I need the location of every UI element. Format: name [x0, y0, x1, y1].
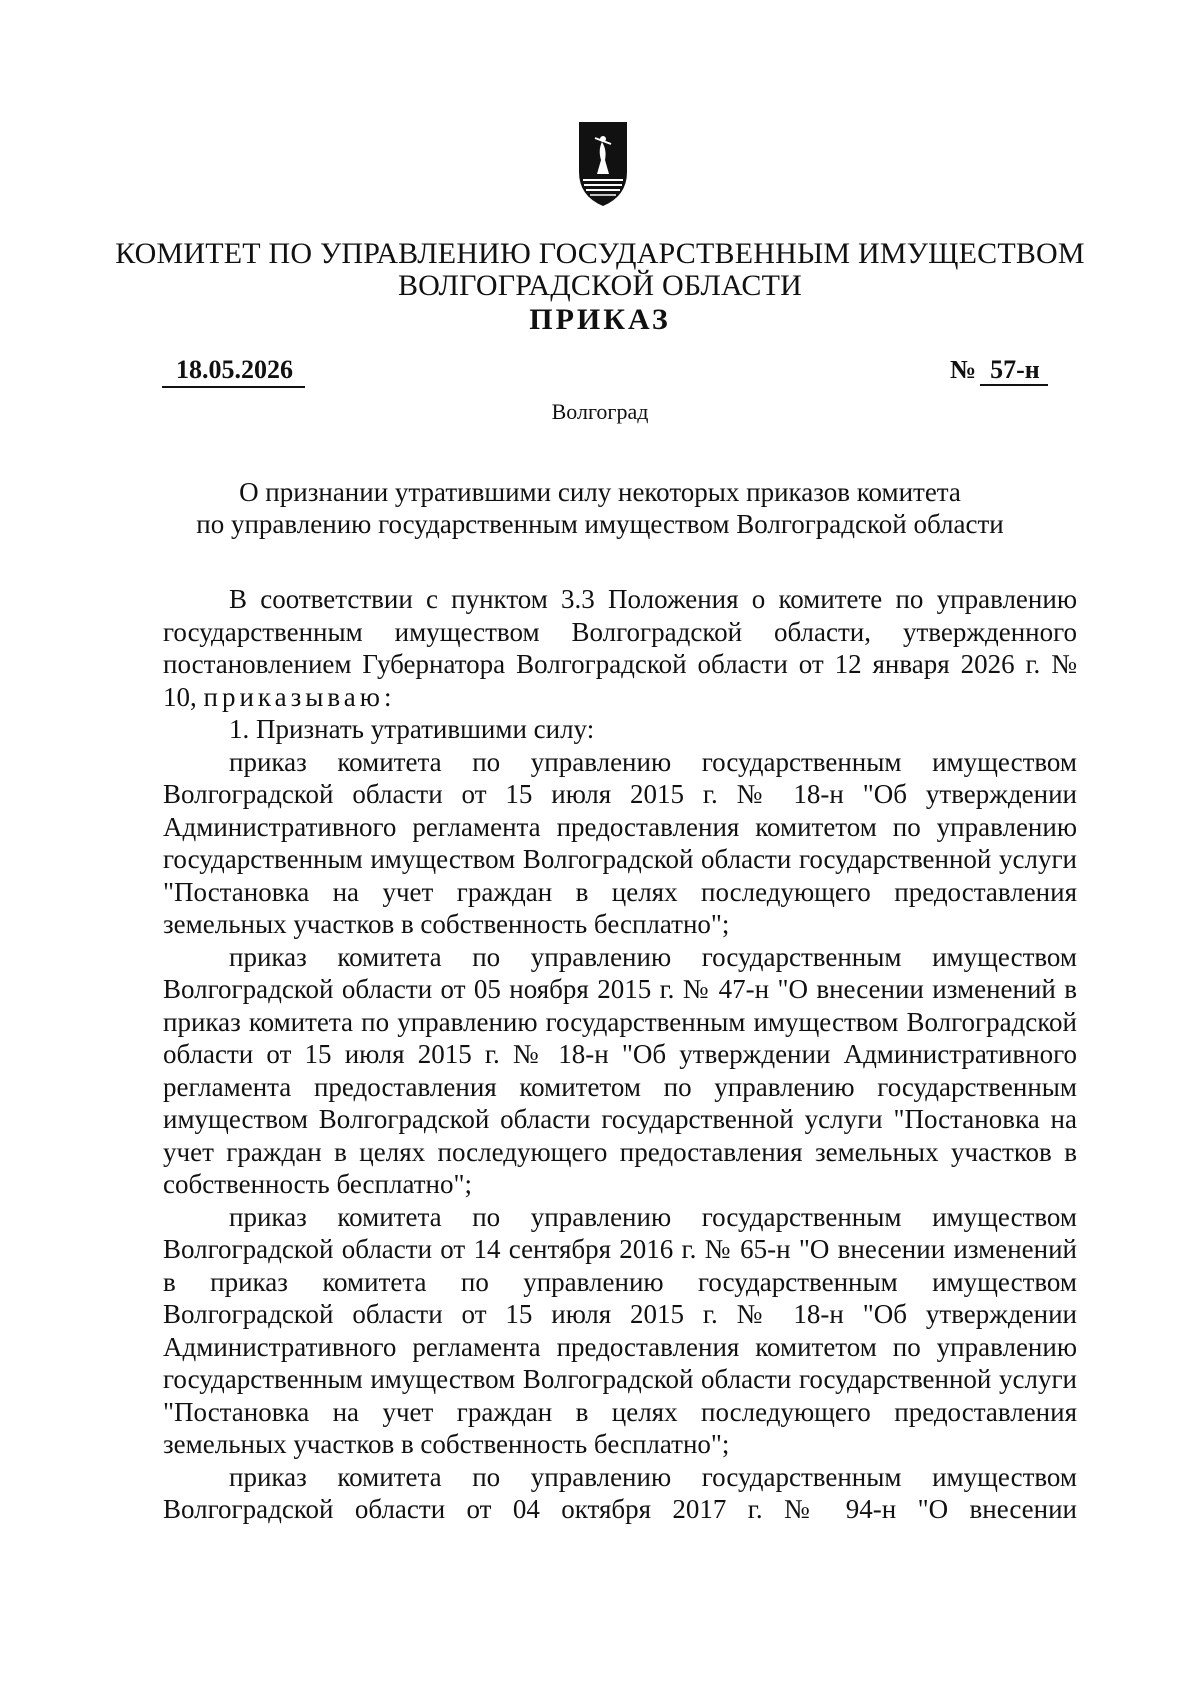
document-subject — [100, 476, 1100, 540]
document-number: 57-н — [980, 355, 1048, 386]
document-type-title: ПРИКАЗ — [529, 303, 671, 336]
document-number-field — [950, 354, 1048, 386]
repealed-order-paragraph: приказ комитета по управлению государственным имуществом Волгоградской области от 04 октября 2017 г. № 94-н "О внесении — [163, 1461, 1077, 1524]
preamble-text: В соответствии с пунктом 3.3 Положения о комитете по управлению государственным имуществом Волгоградской области, утвержденного постановлением Губернатора Волгоградской области от 12 января 2026 г. № 10, — [163, 584, 1077, 712]
subject-line2: по управлению государственным имуществом Волгоградской области — [196, 509, 1004, 539]
item1-title: 1. Признать утратившими силу: — [229, 714, 595, 744]
preamble-paragraph — [163, 583, 1077, 713]
repealed-order-paragraph: приказ комитета по управлению государственным имуществом Волгоградской области от 15 июля 2015 г. № 18-н "Об утверждении Административного регламента предоставления комитетом по управлению государственным имуществом Волгоградской области государственной услуги "Постановка на учет граждан в целях последующего предоставления земельных участков в собственность бесплатно"; — [163, 746, 1077, 939]
repealed-order-paragraph: приказ комитета по управлению государственным имуществом Волгоградской области от 14 сентября 2016 г. № 65-н "О внесении изменений в приказ комитета по управлению государственным имуществом Волгоградской области от 15 июля 2015 г. № 18-н "Об утверждении Административного регламента предоставления комитетом по управлению государственным имуществом Волгоградской области государственной услуги "Постановка на учет граждан в целях последующего предоставления земельных участков в собственность бесплатно"; — [163, 1201, 1077, 1459]
document-date: 18.05.2026 — [162, 354, 305, 388]
coat-of-arms-emblem — [577, 120, 629, 208]
subject-line1: О признании утратившими силу некоторых приказов комитета — [239, 477, 961, 507]
organization-name-line2: ВОЛГОГРАДСКОЙ ОБЛАСТИ — [397, 269, 803, 302]
document-city: Волгоград — [551, 399, 649, 424]
organization-name-line1: КОМИТЕТ ПО УПРАВЛЕНИЮ ГОСУДАРСТВЕННЫМ ИМУЩЕСТВОМ — [115, 237, 1085, 270]
decree-word: приказываю: — [203, 681, 396, 712]
number-sign: № — [950, 355, 977, 384]
repealed-order-paragraph: приказ комитета по управлению государственным имуществом Волгоградской области от 05 ноября 2015 г. № 47-н "О внесении изменений в приказ комитета по управлению государственным имуществом Волгоградской области от 15 июля 2015 г. № 18-н "Об утверждении Административного регламента предоставления комитетом по управлению государственным имуществом Волгоградской области государственной услуги "Постановка на учет граждан в целях последующего предоставления земельных участков в собственность бесплатно"; — [163, 941, 1077, 1199]
document-body — [163, 583, 1077, 1526]
